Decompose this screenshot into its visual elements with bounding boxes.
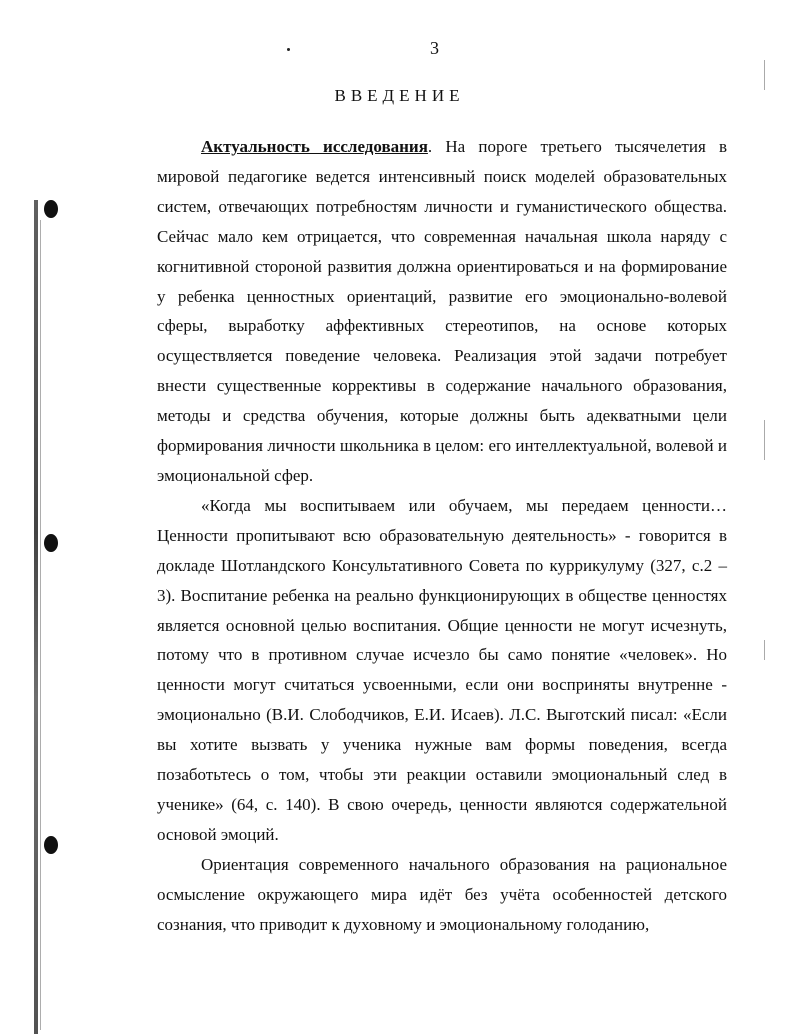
scan-binding-line [40,220,41,1030]
paragraph: «Когда мы воспитываем или обучаем, мы передаем ценности… Ценности пропитывают всю образовательную деятельность» - говорится в докладе Шотландского Консультативного Совета по куррикулуму (327, с.2 – 3). Воспитание ребенка на реально функционирующих в обществе ценностях является основной целью воспитания. Общие ценности не могут исчезнуть, потому что в противном случае исчезло бы само понятие «человек». Но ценности могут считаться усвоенными, если они восприняты внутренне - эмоционально (В.И. Слободчиков, Е.И. Исаев). Л.С. Выготский писал: «Если вы хотите вызвать у ученика нужные вам формы поведения, всегда позаботьтесь о том, чтобы эти реакции оставили эмоциональный след в ученике» (64, с. 140). В свою очередь, ценности являются содержательной основой эмоций. [157,495,727,844]
paragraph [157,132,727,491]
body-text [157,132,727,939]
scan-binding-edge [34,200,38,1034]
punch-hole-mark [44,200,58,218]
scan-artifact-line [764,640,765,660]
paragraph: Ориентация современного начального образования на рациональное осмысление окружающего мира идёт без учёта особенностей детского сознания, что приводит к духовному и эмоциональному голоданию, [157,854,727,934]
paragraph-text: . На пороге третьего тысячелетия в мировой педагогике ведется интенсивный поиск моделей образовательных систем, отвечающих потребностям личности и гуманистического общества. Сейчас мало кем отрицается, что современная начальная школа наряду с когнитивной стороной развития должна ориентироваться и на формирование у ребенка ценностных ориентаций, развитие его эмоционально-волевой сферы, выработку аффективных стереотипов, на основе которых осуществляется поведение человека. Реализация этой задачи потребует внести существенные коррективы в содержание начального образования, методы и средства обучения, которые должны быть адекватными цели формирования личности школьника в целом: его интеллектуальной, волевой и эмоциональной сфер. [157,137,727,485]
paragraph-lead-term: Актуальность исследования [201,137,428,156]
punch-hole-mark [44,534,58,552]
page-number: 3 [430,38,439,58]
punch-hole-mark [44,836,58,854]
scan-artifact-dot [287,48,290,51]
section-heading: ВВЕДЕНИЕ [334,86,465,105]
scan-artifact-line [764,420,765,460]
